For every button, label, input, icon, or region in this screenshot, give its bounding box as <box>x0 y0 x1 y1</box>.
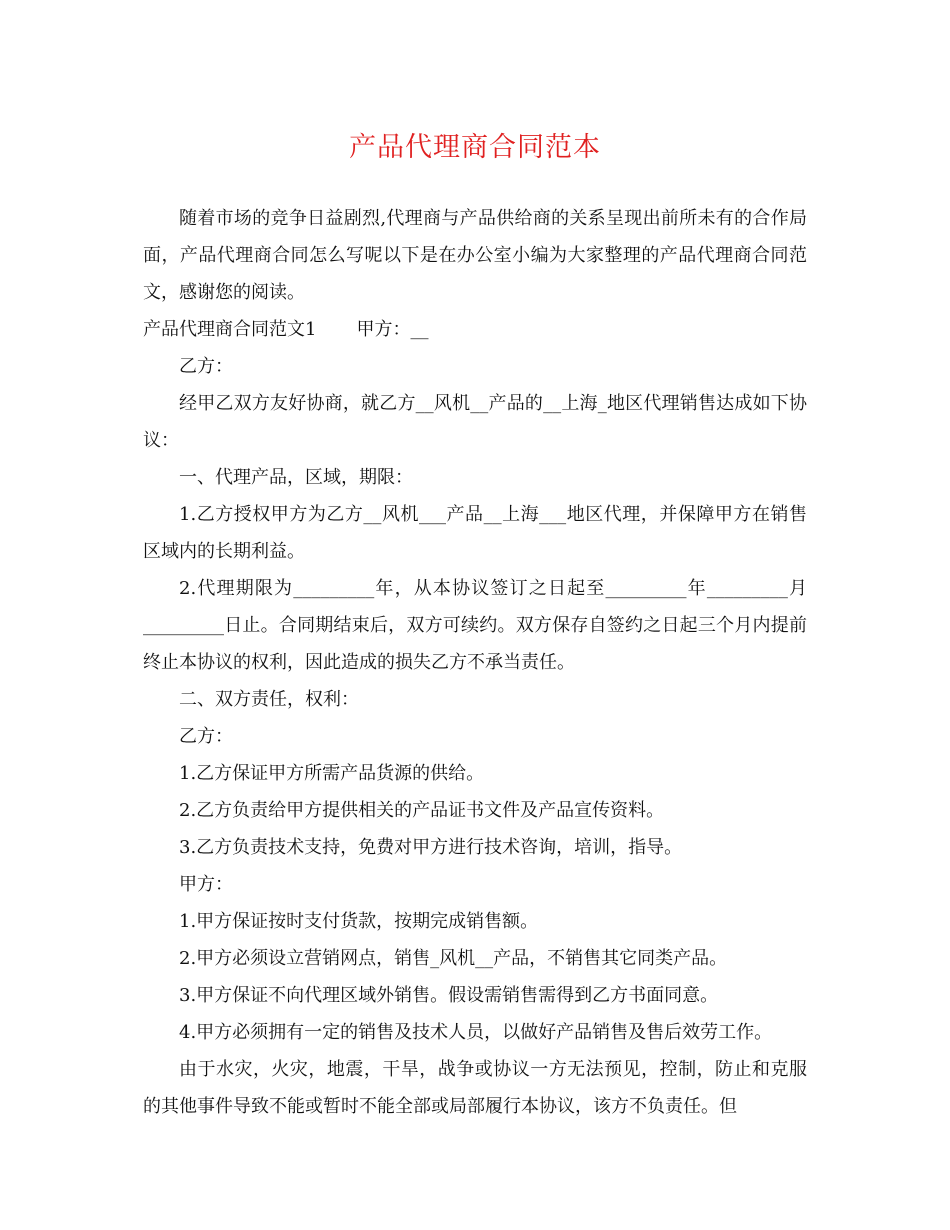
agreement-intro: 经甲乙双方友好协商，就乙方__风机__产品的__上海_地区代理销售达成如下协议： <box>143 393 807 451</box>
section-heading: 一、代理产品，区域，期限： <box>179 467 413 488</box>
clause: 2.乙方负责给甲方提供相关的产品证书文件及产品宣传资料。 <box>179 800 665 821</box>
document-body <box>143 200 807 1125</box>
contract-heading-line <box>143 311 807 348</box>
clause: 2.甲方必须设立营销网点，销售_风机__产品，不销售其它同类产品。 <box>179 948 728 969</box>
clause: 1.甲方保证按时支付货款，按期完成销售额。 <box>179 911 539 932</box>
party-a-line: 甲方：__ <box>356 319 429 340</box>
clause: 3.甲方保证不向代理区域外销售。假设需销售需得到乙方书面同意。 <box>179 985 719 1006</box>
party-label: 甲方： <box>179 874 233 895</box>
document-title: 产品代理商合同范本 <box>349 132 601 163</box>
clause: 1.乙方保证甲方所需产品货源的供给。 <box>179 763 485 784</box>
section-heading: 二、双方责任，权利： <box>179 689 359 710</box>
force-majeure-paragraph: 由于水灾，火灾，地震，干旱，战争或协议一方无法预见，控制，防止和克服的其他事件导致不能或暂时不能全部或局部履行本协议，该方不负责任。但 <box>143 1059 807 1117</box>
party-label: 乙方： <box>179 726 233 747</box>
clause: 2.代理期限为_________年，从本协议签订之日起至_________年_________月_________日止。合同期结束后，双方可续约。双方保存自签约之日起三个月内提前终止本协议的权利，因此造成的损失乙方不承当责任。 <box>143 578 807 673</box>
clause: 1.乙方授权甲方为乙方__风机___产品__上海___地区代理，并保障甲方在销售区域内的长期利益。 <box>143 504 807 562</box>
contract-subtitle: 产品代理商合同范文1 <box>143 319 317 340</box>
intro-paragraph: 随着市场的竞争日益剧烈,代理商与产品供给商的关系呈现出前所未有的合作局面，产品代理商合同怎么写呢以下是在办公室小编为大家整理的产品代理商合同范文，感谢您的阅读。 <box>143 208 807 303</box>
party-b-line: 乙方： <box>179 356 233 377</box>
clause: 4.甲方必须拥有一定的销售及技术人员，以做好产品销售及售后效劳工作。 <box>179 1022 773 1043</box>
clause: 3.乙方负责技术支持，免费对甲方进行技术咨询，培训，指导。 <box>179 837 683 858</box>
